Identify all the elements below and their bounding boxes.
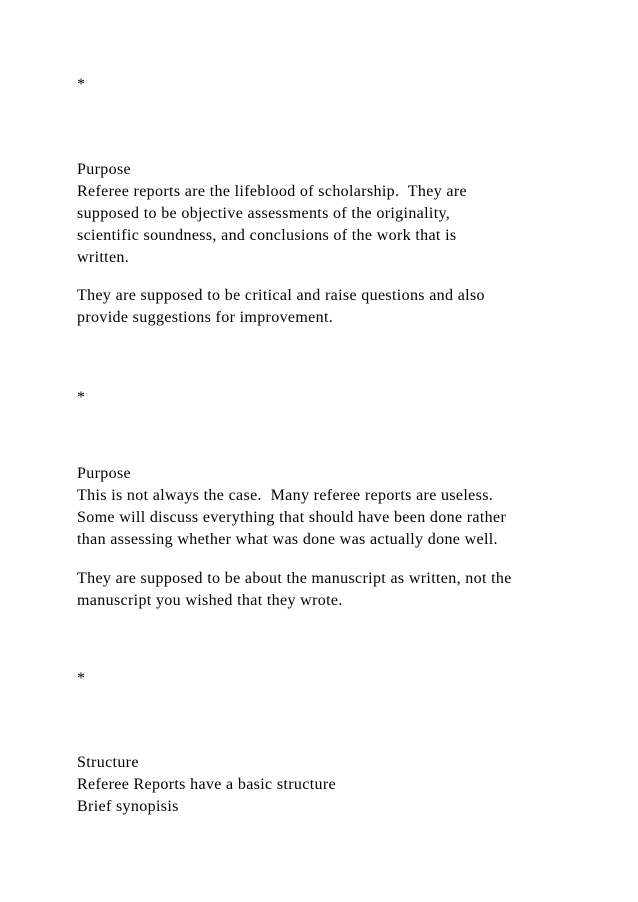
body-text-line: manuscript you wished that they wrote. <box>77 592 343 609</box>
section-heading: Structure <box>77 754 139 771</box>
body-text-line: written. <box>77 249 130 266</box>
slide-marker: * <box>77 76 86 93</box>
section-heading: Purpose <box>77 465 132 482</box>
body-text-line: Referee reports are the lifeblood of scholarship. They are <box>77 183 467 200</box>
slide-marker: * <box>77 670 86 687</box>
body-text-line: They are supposed to be critical and raise questions and also <box>77 287 485 304</box>
section-heading: Purpose <box>77 161 132 178</box>
body-text-line: Brief synopisis <box>77 798 179 815</box>
body-text-line: This is not always the case. Many referee reports are useless. <box>77 487 494 504</box>
slide-marker: * <box>77 389 86 406</box>
body-text-line: supposed to be objective assessments of the originality, <box>77 205 451 222</box>
body-text-line: scientific soundness, and conclusions of the work that is <box>77 227 457 244</box>
body-text-line: provide suggestions for improvement. <box>77 309 334 326</box>
body-text-line: Some will discuss everything that should have been done rather <box>77 509 507 526</box>
body-text-line: Referee Reports have a basic structure <box>77 776 336 793</box>
body-text-line: They are supposed to be about the manuscript as written, not the <box>77 570 512 587</box>
body-text-line: than assessing whether what was done was actually done well. <box>77 531 498 548</box>
